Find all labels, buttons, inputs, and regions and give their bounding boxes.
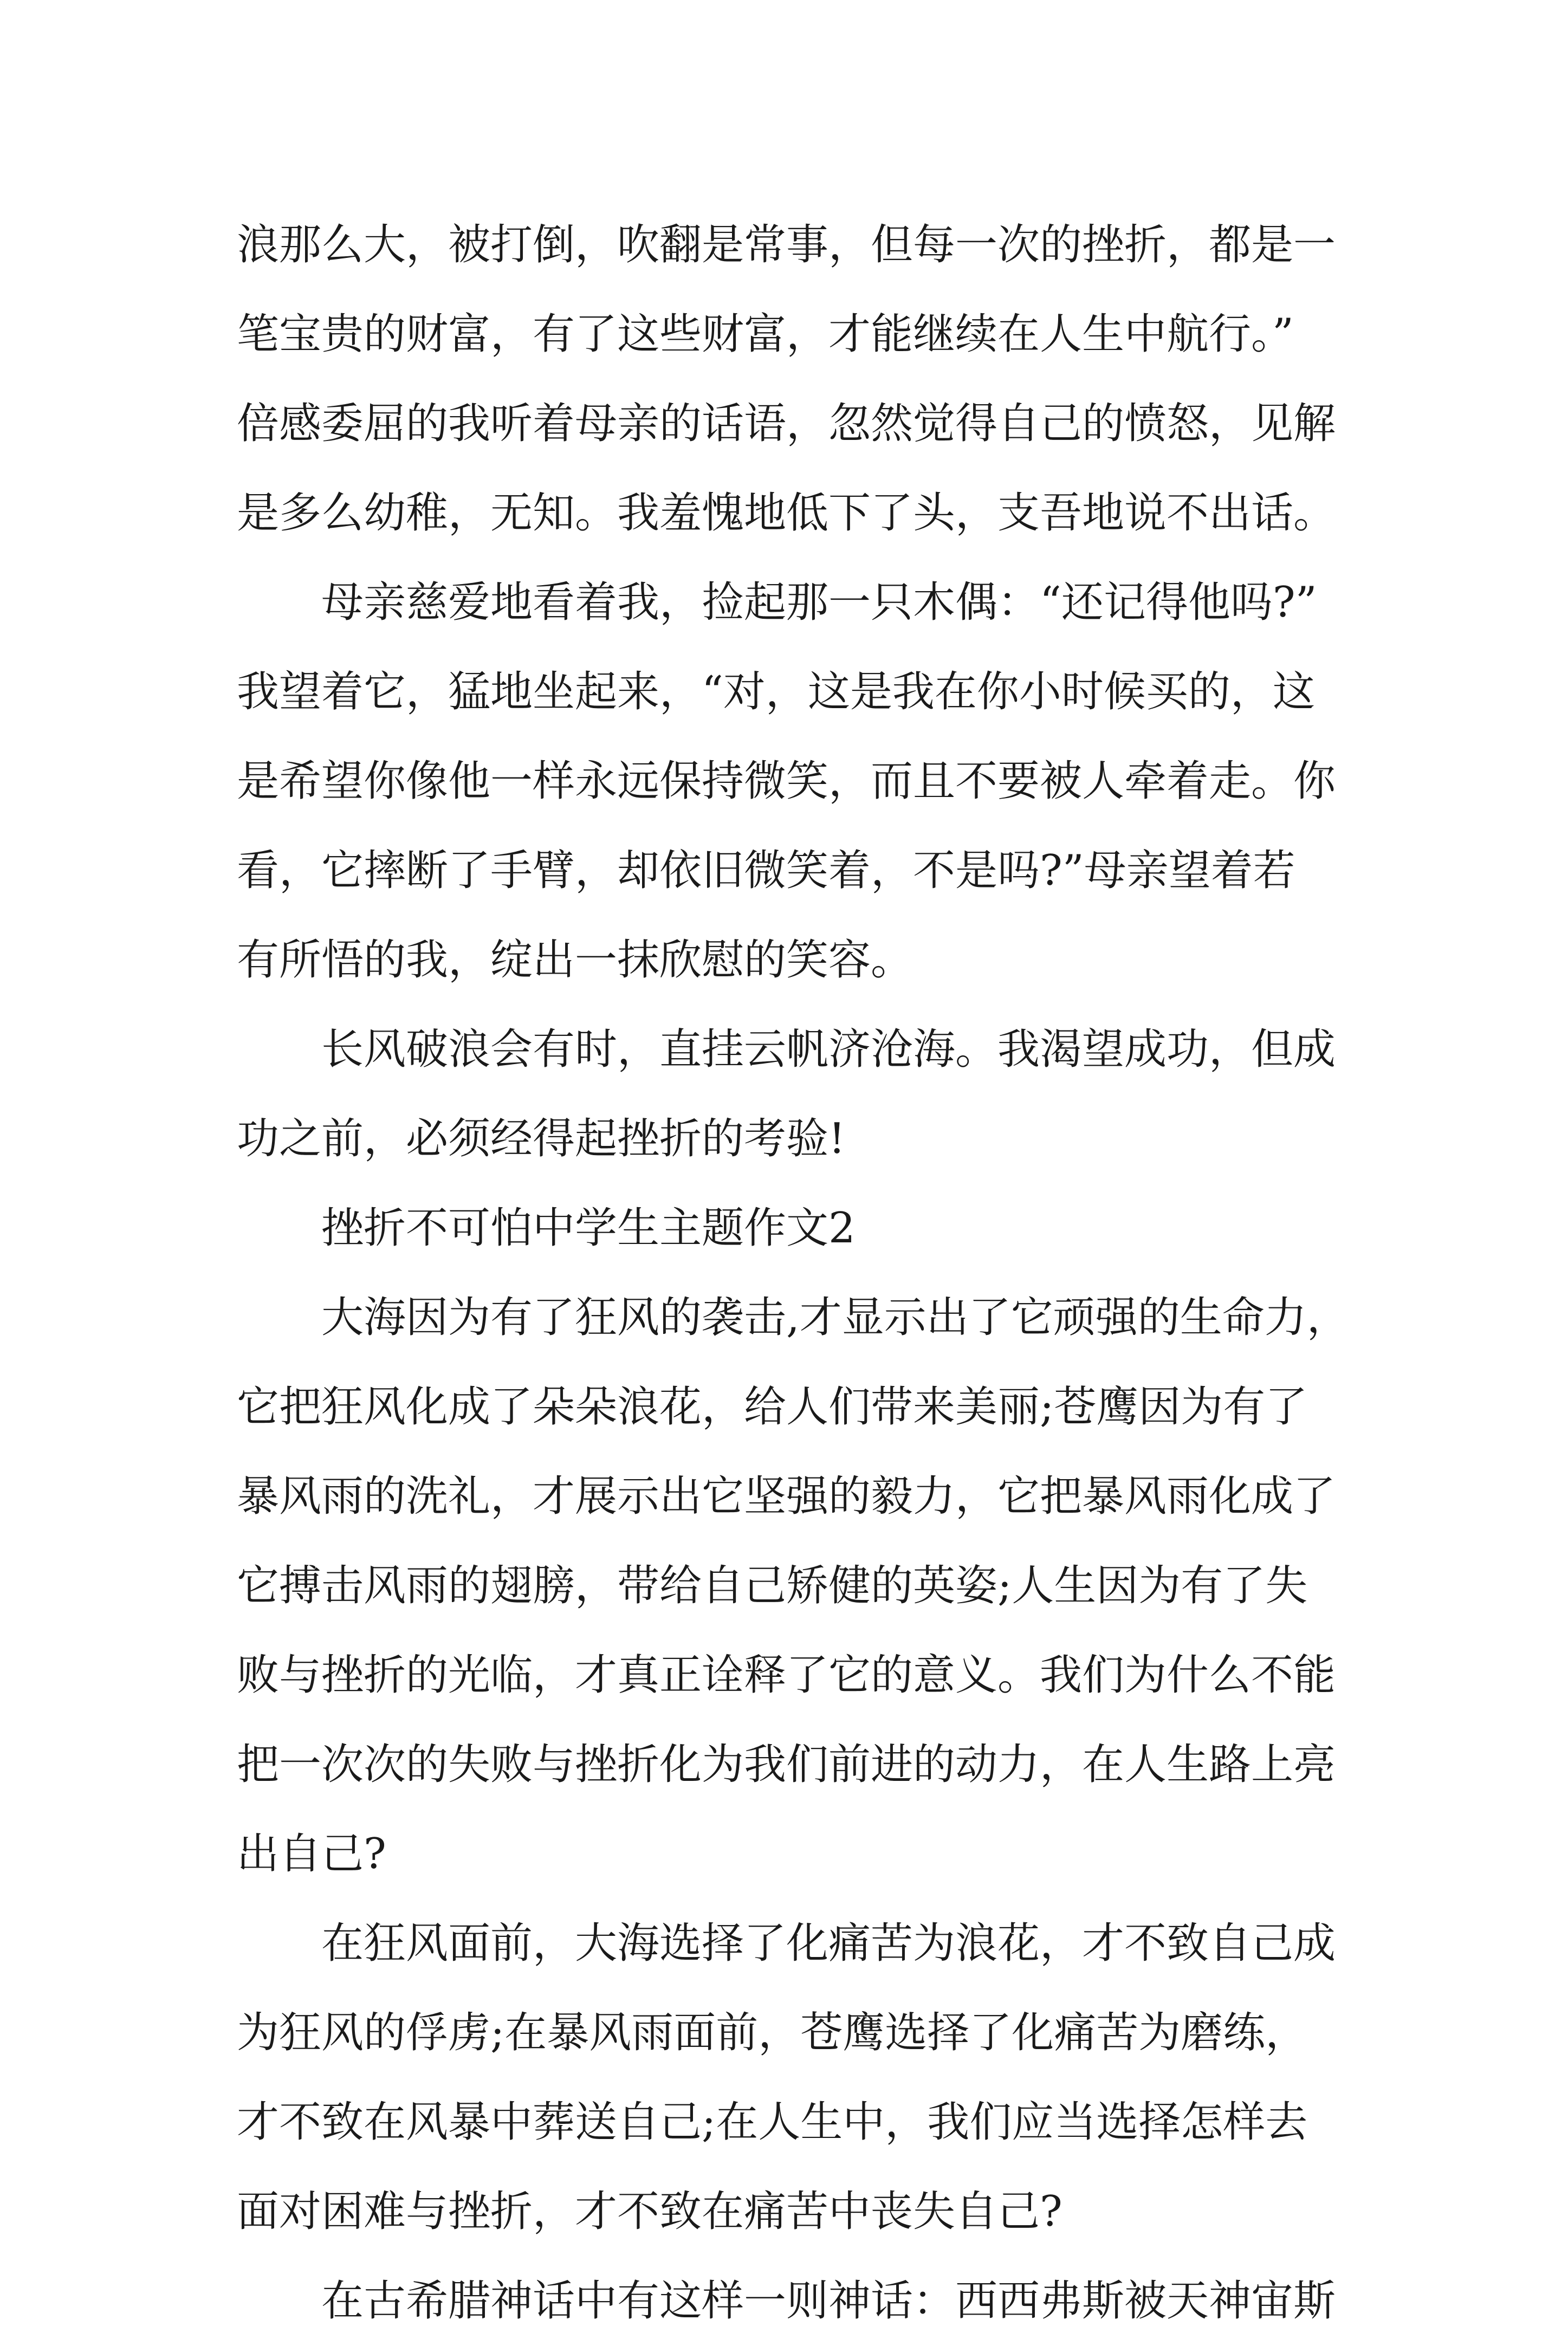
text-line-13: 大海因为有了狂风的袭击,才显示出了它顽强的生命力， [321,1293,1349,1342]
section-heading: 挫折不可怕中学生主题作文2 [321,1204,856,1253]
text-line-20: 在狂风面前，大海选择了化痛苦为浪花，才不致自己成 [321,1919,1336,1968]
text-line-16: 它搏击风雨的翅膀，带给自己矫健的英姿;人生因为有了失 [237,1561,1308,1610]
text-line-19: 出自己? [237,1830,386,1878]
text-line-17: 败与挫折的光临，才真正诠释了它的意义。我们为什么不能 [237,1651,1336,1700]
text-line-11: 功之前，必须经得起挫折的考验! [237,1114,846,1163]
text-line-1: 浪那么大，被打倒，吹翻是常事，但每一次的挫折，都是一 [237,221,1336,269]
text-line-7: 是希望你像他一样永远保持微笑，而且不要被人牵着走。你 [237,757,1336,806]
text-line-24: 在古希腊神话中有这样一则神话：西西弗斯被天神宙斯 [321,2277,1336,2325]
text-line-15: 暴风雨的洗礼，才展示出它坚强的毅力，它把暴风雨化成了 [237,1472,1336,1521]
text-line-2: 笔宝贵的财富，有了这些财富，才能继续在人生中航行。” [237,310,1294,359]
text-line-8: 看，它摔断了手臂，却依旧微笑着，不是吗?”母亲望着若 [237,846,1295,895]
text-line-23: 面对困难与挫折，才不致在痛苦中丧失自己? [237,2187,1062,2236]
text-line-3: 倍感委屈的我听着母亲的话语，忽然觉得自己的愤怒，见解 [237,399,1336,448]
text-line-10: 长风破浪会有时，直挂云帆济沧海。我渴望成功，但成 [321,1025,1336,1074]
text-line-14: 它把狂风化成了朵朵浪花，给人们带来美丽;苍鹰因为有了 [237,1383,1308,1431]
text-line-4: 是多么幼稚，无知。我羞愧地低下了头，支吾地说不出话。 [237,489,1336,537]
text-line-22: 才不致在风暴中葬送自己;在人生中，我们应当选择怎样去 [237,2098,1308,2147]
text-line-6: 我望着它，猛地坐起来，“对，这是我在你小时候买的，这 [237,667,1315,716]
document-body [237,200,1349,2346]
text-line-18: 把一次次的失败与挫折化为我们前进的动力，在人生路上亮 [237,1740,1336,1789]
text-line-21: 为狂风的俘虏;在暴风雨面前，苍鹰选择了化痛苦为磨练， [237,2008,1308,2057]
text-line-5: 母亲慈爱地看着我，捡起那一只木偶：“还记得他吗?” [321,578,1317,627]
text-line-9: 有所悟的我，绽出一抹欣慰的笑容。 [237,936,913,984]
